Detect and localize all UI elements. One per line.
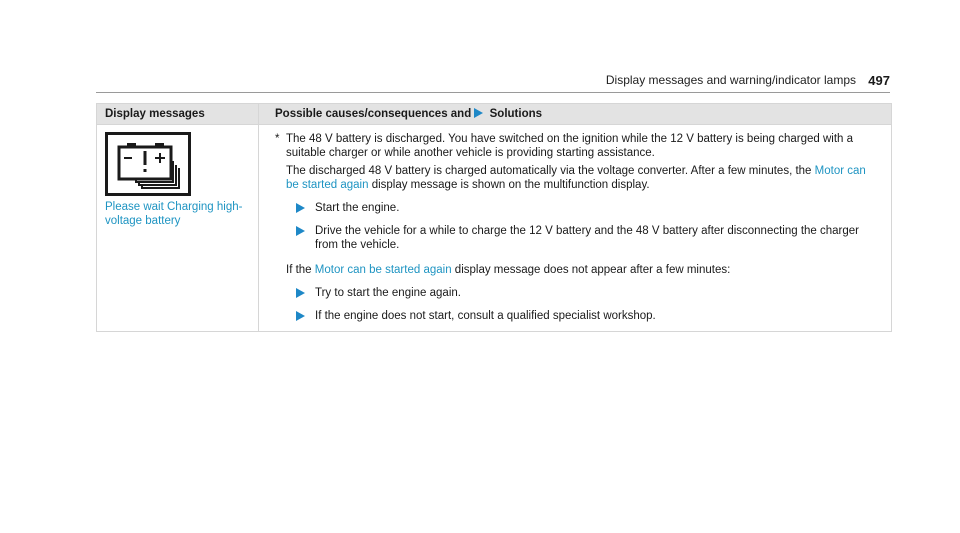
arrow-right-icon bbox=[296, 203, 305, 213]
page-number: 497 bbox=[868, 73, 890, 88]
table-header-row bbox=[97, 104, 892, 125]
display-messages-table bbox=[96, 103, 892, 332]
step-text: Start the engine. bbox=[315, 202, 400, 214]
header-title: Display messages and warning/indicator lamps bbox=[605, 73, 856, 87]
step-text: If the engine does not start, consult a qualified specialist workshop. bbox=[315, 310, 656, 322]
display-message-cell bbox=[97, 125, 259, 332]
page-header bbox=[96, 70, 890, 93]
list-item bbox=[286, 309, 877, 323]
note bbox=[275, 132, 877, 160]
step-text: Drive the vehicle for a while to charge the 12 V battery and the 48 V battery after disconnecting the charger from the vehicle. bbox=[315, 225, 860, 251]
list-item bbox=[286, 201, 877, 215]
arrow-right-icon bbox=[296, 311, 305, 321]
message-label: Please wait Charging high-voltage battery bbox=[105, 201, 243, 227]
list-item bbox=[286, 224, 877, 252]
col-header-solutions: Solutions bbox=[489, 108, 543, 120]
battery-charging-icon bbox=[105, 132, 191, 196]
paragraph-if: If the Motor can be started again display message does not appear after a few minutes: bbox=[286, 264, 731, 276]
col-header-causes-solutions bbox=[259, 104, 892, 125]
col-header-display-messages: Display messages bbox=[97, 104, 259, 125]
step-text: Try to start the engine again. bbox=[315, 287, 461, 299]
col-header-causes: Possible causes/consequences and bbox=[275, 108, 472, 120]
paragraph-discharged: The discharged 48 V battery is charged automatically via the voltage converter. After a few minutes, the Motor can be started again display message is shown on the multifunction display. bbox=[286, 165, 866, 191]
arrow-right-icon bbox=[474, 108, 483, 118]
message-reference: Motor can be started again bbox=[314, 264, 452, 276]
table-row bbox=[97, 125, 892, 332]
list-item bbox=[286, 286, 877, 300]
solutions-cell bbox=[259, 125, 892, 332]
note-asterisk: * bbox=[275, 133, 280, 145]
arrow-right-icon bbox=[296, 226, 305, 236]
note-text: The 48 V battery is discharged. You have switched on the ignition while the 12 V battery is being charged with a suitable charger or while another vehicle is providing starting assistance. bbox=[286, 133, 854, 159]
message-reference: Motor can be started again bbox=[286, 165, 866, 191]
arrow-right-icon bbox=[296, 288, 305, 298]
